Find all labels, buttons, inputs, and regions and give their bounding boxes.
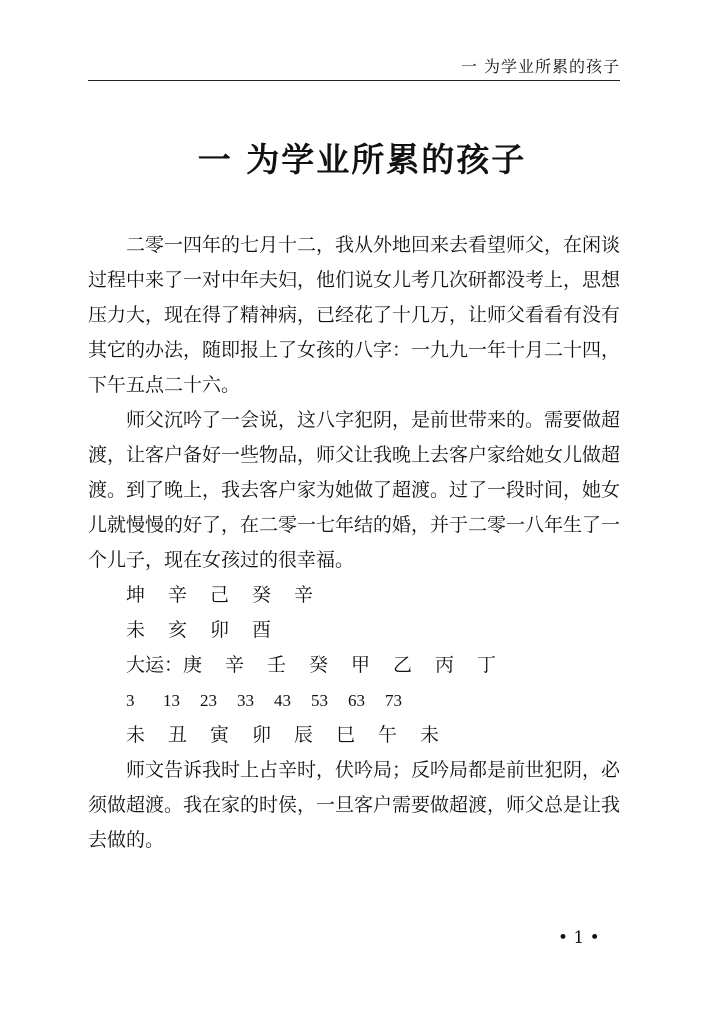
dayun-branch: 丑 (168, 724, 188, 746)
dayun-stems-row (88, 648, 620, 683)
dayun-age: 73 (385, 691, 402, 710)
bazi-char: 未 (126, 619, 146, 641)
bazi-char: 卯 (210, 619, 230, 641)
bazi-char: 癸 (252, 584, 272, 606)
dayun-branch: 卯 (252, 724, 272, 746)
bazi-char: 己 (210, 584, 230, 606)
dayun-stem: 壬 (267, 654, 287, 676)
dayun-branch: 未 (126, 724, 146, 746)
bazi-char: 亥 (168, 619, 188, 641)
bazi-row-2 (88, 613, 620, 648)
dayun-stem: 辛 (225, 654, 245, 676)
bazi-char: 辛 (168, 584, 188, 606)
bazi-char: 辛 (294, 584, 314, 606)
dayun-stem: 乙 (393, 654, 413, 676)
dayun-age: 23 (200, 691, 217, 710)
dayun-age: 13 (163, 691, 180, 710)
body-text (88, 228, 620, 858)
dayun-label: 大运： (126, 654, 184, 676)
dayun-stem: 丁 (477, 654, 497, 676)
page-number: • 1 • (558, 928, 600, 948)
dayun-age: 53 (311, 691, 328, 710)
dayun-stem: 甲 (351, 654, 371, 676)
dayun-branch: 寅 (210, 724, 230, 746)
dayun-stem: 丙 (435, 654, 455, 676)
dayun-branches-row (88, 718, 620, 753)
dayun-branch: 巳 (336, 724, 356, 746)
paragraph-2: 师父沉吟了一会说，这八字犯阴，是前世带来的。需要做超渡，让客户备好一些物品，师父让我晚上去客户家给她女儿做超渡。到了晚上，我去客户家为她做了超渡。过了一段时间，她女儿就慢慢的好了，在二零一七年结的婚，并于二零一八年生了一个儿子，现在女孩过的很幸福。 (88, 409, 621, 571)
dayun-age: 43 (274, 691, 291, 710)
bazi-char: 酉 (252, 619, 272, 641)
paragraph-1: 二零一四年的七月十二，我从外地回来去看望师父，在闲谈过程中来了一对中年夫妇，他们说女儿考几次研都没考上，思想压力大，现在得了精神病，已经花了十几万，让师父看看有没有其它的办法，随即报上了女孩的八字：一九九一年十月二十四，下午五点二十六。 (88, 234, 621, 396)
dayun-age: 33 (237, 691, 254, 710)
dayun-branch: 辰 (294, 724, 314, 746)
dayun-branch: 未 (420, 724, 440, 746)
paragraph-3: 师文告诉我时上占辛时，伏吟局；反吟局都是前世犯阴，必须做超渡。我在家的时侯，一旦客户需要做超渡，师父总是让我去做的。 (88, 759, 621, 851)
dayun-branch: 午 (378, 724, 398, 746)
header-rule (88, 80, 620, 81)
chapter-title: 一 为学业所累的孩子 (197, 140, 527, 179)
dayun-age: 3 (126, 691, 135, 710)
dayun-stem: 庚 (183, 654, 203, 676)
bazi-char: 坤 (126, 584, 146, 606)
bazi-row-1 (88, 578, 620, 613)
dayun-age: 63 (348, 691, 365, 710)
dayun-ages-row (88, 683, 620, 718)
dayun-stem: 癸 (309, 654, 329, 676)
running-header: 一 为学业所累的孩子 (460, 57, 620, 76)
